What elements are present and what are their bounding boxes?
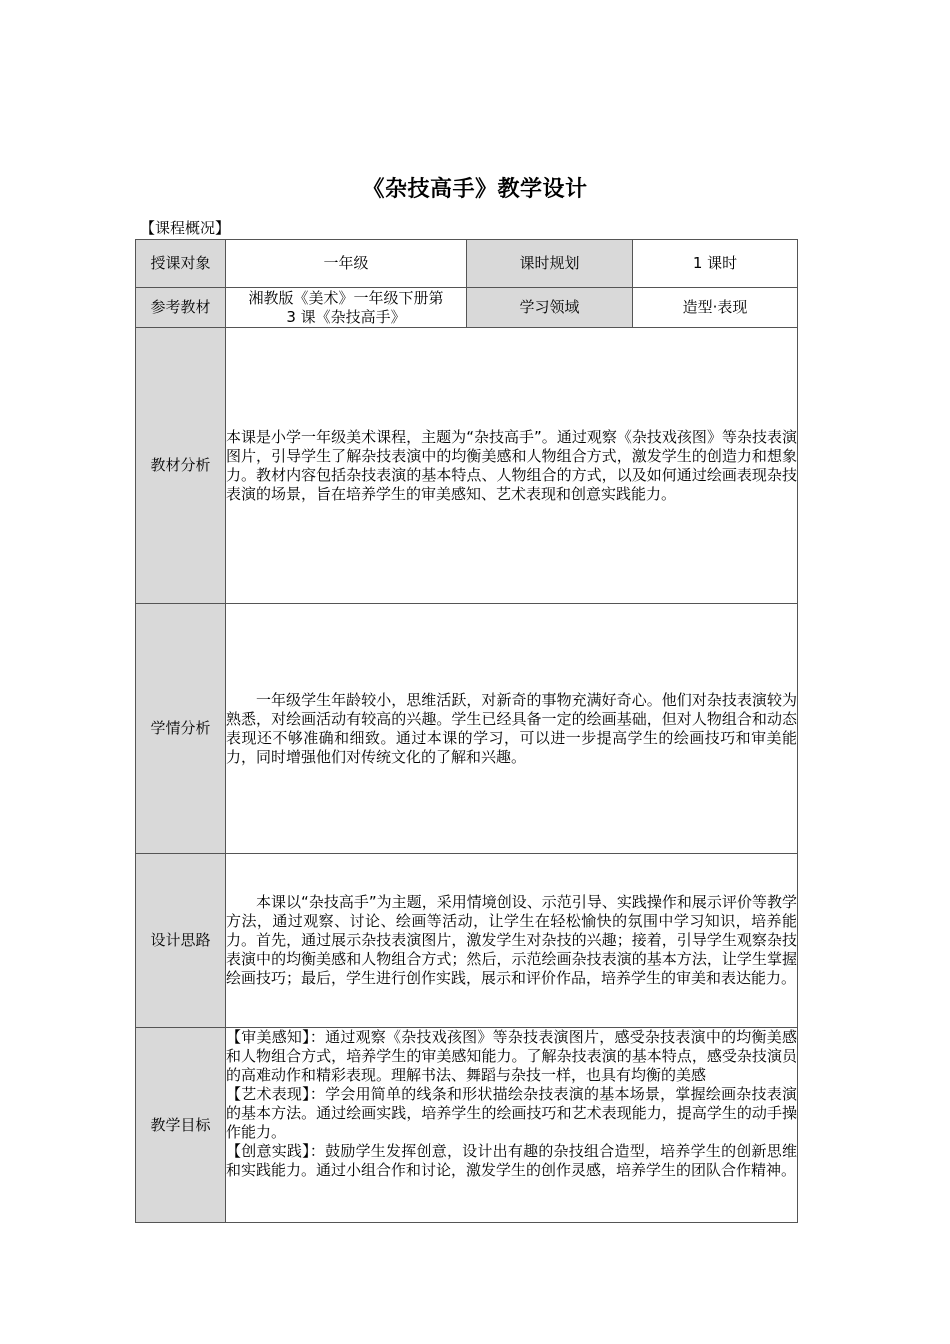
table-row-student-analysis <box>136 604 798 854</box>
label-material-analysis: 教材分析 <box>136 328 226 604</box>
value-textbook-line1: 湘教版《美术》一年级下册第 <box>248 288 444 307</box>
value-textbook-line2: 3 课《杂技高手》 <box>286 307 406 326</box>
label-textbook: 参考教材 <box>136 288 226 328</box>
label-design-idea: 设计思路 <box>136 854 226 1028</box>
label-audience: 授课对象 <box>136 240 226 288</box>
value-audience: 一年级 <box>226 240 467 288</box>
label-objectives: 教学目标 <box>136 1028 226 1223</box>
table-row-design-idea <box>136 854 798 1028</box>
text-design-idea <box>226 854 798 1028</box>
paragraph-design-idea: 本课以“杂技高手”为主题，采用情境创设、示范引导、实践操作和展示评价等教学方法，通过观察、讨论、绘画等活动，让学生在轻松愉快的氛围中学习知识，培养能力。首先，通过展示杂技表演图片，激发学生对杂技的兴趣；接着，引导学生观察杂技表演中的均衡美感和人物组合方式；然后，示范绘画杂技表演的基本方法，让学生掌握绘画技巧；最后，学生进行创作实践，展示和评价作品，培养学生的审美和表达能力。 <box>226 893 797 987</box>
label-learning-domain: 学习领域 <box>467 288 633 328</box>
text-material-analysis <box>226 328 798 604</box>
label-class-hours: 课时规划 <box>467 240 633 288</box>
section-label-course-overview: 【课程概况】 <box>140 219 231 237</box>
table-row-audience <box>136 240 798 288</box>
objective-creative-practice: 【创意实践】：鼓励学生发挥创意，设计出有趣的杂技组合造型，培养学生的创新思维和实践能力。通过小组合作和讨论，激发学生的创作灵感，培养学生的团队合作精神。 <box>226 1142 797 1179</box>
document-title: 《杂技高手》教学设计 <box>362 177 588 202</box>
objective-aesthetic-perception: 【审美感知】：通过观察《杂技戏孩图》等杂技表演图片，感受杂技表演中的均衡美感和人物组合方式，培养学生的审美感知能力。了解杂技表演的基本特点，感受杂技演员的高难动作和精彩表现。理解书法、舞蹈与杂技一样，也具有均衡的美感 <box>226 1028 797 1084</box>
value-class-hours: 1 课时 <box>633 240 798 288</box>
value-textbook <box>226 288 467 328</box>
objective-artistic-expression: 【艺术表现】：学会用简单的线条和形状描绘杂技表演的基本场景，掌握绘画杂技表演的基本方法。通过绘画实践，培养学生的绘画技巧和艺术表现能力，提高学生的动手操作能力。 <box>226 1085 797 1141</box>
label-student-analysis: 学情分析 <box>136 604 226 854</box>
value-learning-domain: 造型·表现 <box>633 288 798 328</box>
paragraph-student-analysis: 一年级学生年龄较小，思维活跃，对新奇的事物充满好奇心。他们对杂技表演较为熟悉，对绘画活动有较高的兴趣。学生已经具备一定的绘画基础，但对人物组合和动态表现还不够准确和细致。通过本课的学习，可以进一步提高学生的绘画技巧和审美能力，同时增强他们对传统文化的了解和兴趣。 <box>226 690 797 766</box>
table-row-textbook <box>136 288 798 328</box>
text-objectives <box>226 1028 798 1223</box>
table-row-objectives <box>136 1028 798 1223</box>
table-row-material-analysis <box>136 328 798 604</box>
course-overview-table <box>135 239 798 1223</box>
text-student-analysis <box>226 604 798 854</box>
paragraph-material-analysis: 本课是小学一年级美术课程，主题为“杂技高手”。通过观察《杂技戏孩图》等杂技表演图片，引导学生了解杂技表演中的均衡美感和人物组合方式，激发学生的创造力和想象力。教材内容包括杂技表演的基本特点、人物组合的方式，以及如何通过绘画表现杂技表演的场景，旨在培养学生的审美感知、艺术表现和创意实践能力。 <box>226 427 797 503</box>
